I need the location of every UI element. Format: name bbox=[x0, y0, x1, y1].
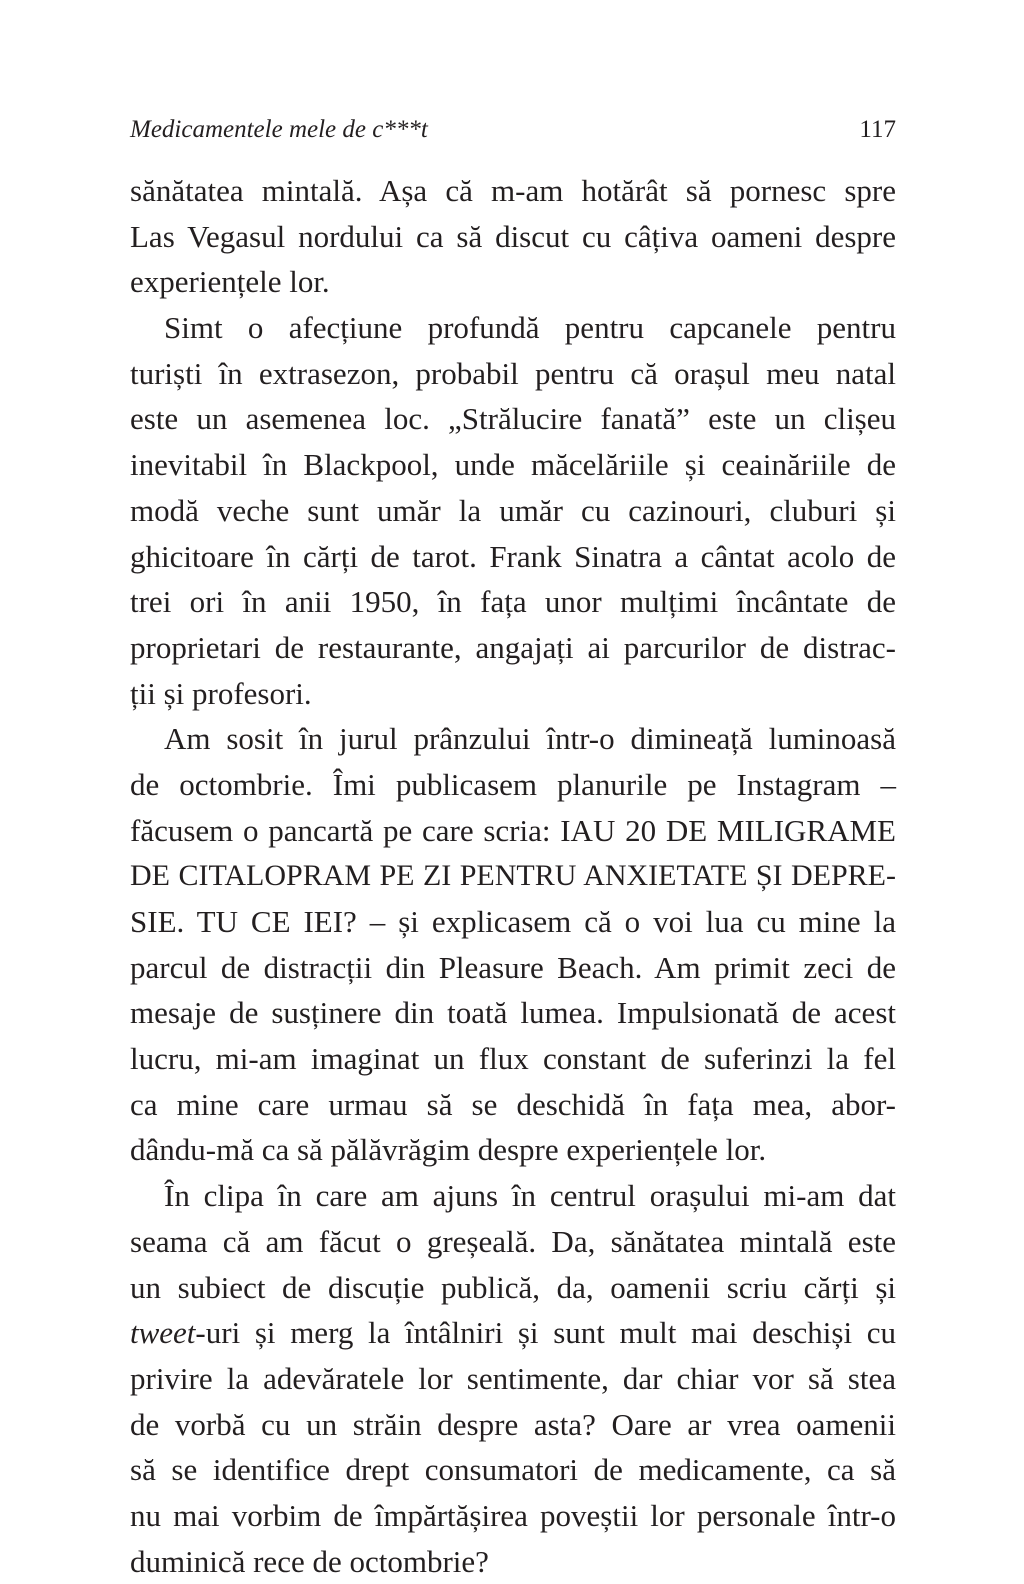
text-line: Simt o afecțiune profundă pentru capcanele pentru bbox=[164, 310, 896, 346]
text-line: mesaje de susținere din toată lumea. Impulsionată de acest bbox=[130, 995, 896, 1031]
text-line: SIE. TU CE IEI? – și explicasem că o voi lua cu mine la bbox=[130, 904, 896, 939]
text-line: sănătatea mintală. Așa că m-am hotărât să pornesc spre bbox=[130, 173, 896, 208]
text-line: proprietari de restaurante, angajați ai parcurilor de distrac- bbox=[130, 629, 896, 665]
body-text bbox=[130, 168, 896, 1584]
text-line: modă veche sunt umăr la umăr cu cazinouri, cluburi și bbox=[130, 492, 896, 528]
paragraph-2 bbox=[130, 305, 896, 716]
text-line: ca mine care urmau să se deschidă în fața mea, abor- bbox=[130, 1086, 896, 1122]
text-line: În clipa în care am ajuns în centrul orașului mi-am dat bbox=[164, 1178, 896, 1214]
text-line: ghicitoare în cărți de tarot. Frank Sinatra a cântat acolo de bbox=[130, 538, 896, 574]
text-line: tweet-uri și merg la întâlniri și sunt mult mai deschiși cu bbox=[130, 1315, 896, 1351]
text-line: experiențele lor. bbox=[130, 264, 330, 300]
text-line: seama că am făcut o greșeală. Da, sănătatea mintală este bbox=[130, 1223, 896, 1259]
emphasis: tweet bbox=[130, 1315, 196, 1351]
text-line: Las Vegasul nordului ca să discut cu câțiva oameni despre bbox=[130, 218, 896, 254]
running-header bbox=[130, 112, 896, 148]
text-line: de vorbă cu un străin despre asta? Oare ar vrea oamenii bbox=[130, 1406, 896, 1442]
text-line: Am sosit în jurul prânzului într-o dimineață luminoasă bbox=[164, 721, 896, 757]
text-line: lucru, mi-am imaginat un flux constant de suferinzi la fel bbox=[130, 1041, 896, 1077]
text-line: de octombrie. Îmi publicasem planurile pe Instagram – bbox=[130, 766, 896, 802]
text-line: trei ori în anii 1950, în fața unor mulțimi încântate de bbox=[130, 584, 896, 620]
text-line: este un asemenea loc. „Strălucire fanată” este un clișeu bbox=[130, 401, 896, 437]
text-line: un subiect de discuție publică, da, oamenii scriu cărți și bbox=[130, 1269, 896, 1305]
paragraph-3 bbox=[130, 716, 896, 1173]
text-line: dându-mă ca să pălăvrăgim despre experiențele lor. bbox=[130, 1132, 767, 1168]
text-line: făcusem o pancartă pe care scria: IAU 20 DE MILIGRAME bbox=[130, 812, 896, 848]
running-title: Medicamentele mele de c***t bbox=[130, 116, 428, 143]
text-line: să se identifice drept consumatori de medicamente, ca să bbox=[130, 1452, 896, 1488]
paragraph-1 bbox=[130, 168, 896, 305]
paragraph-4 bbox=[130, 1173, 896, 1584]
text-line: privire la adevăratele lor sentimente, dar chiar vor să stea bbox=[130, 1360, 896, 1396]
text-line: inevitabil în Blackpool, unde măcelăriile și ceainăriile de bbox=[130, 447, 896, 483]
page-number: 117 bbox=[859, 116, 896, 143]
text-line: parcul de distracții din Pleasure Beach. Am primit zeci de bbox=[130, 949, 896, 985]
text-line: ții și profesori. bbox=[130, 675, 312, 711]
text-line: duminică rece de octombrie? bbox=[130, 1543, 489, 1579]
text-line: DE CITALOPRAM PE ZI PENTRU ANXIETATE ȘI DEPRE- bbox=[130, 859, 896, 893]
text-line: turiști în extrasezon, probabil pentru că orașul meu natal bbox=[130, 355, 896, 391]
text-line: nu mai vorbim de împărtășirea poveștii lor personale într-o bbox=[130, 1497, 896, 1533]
